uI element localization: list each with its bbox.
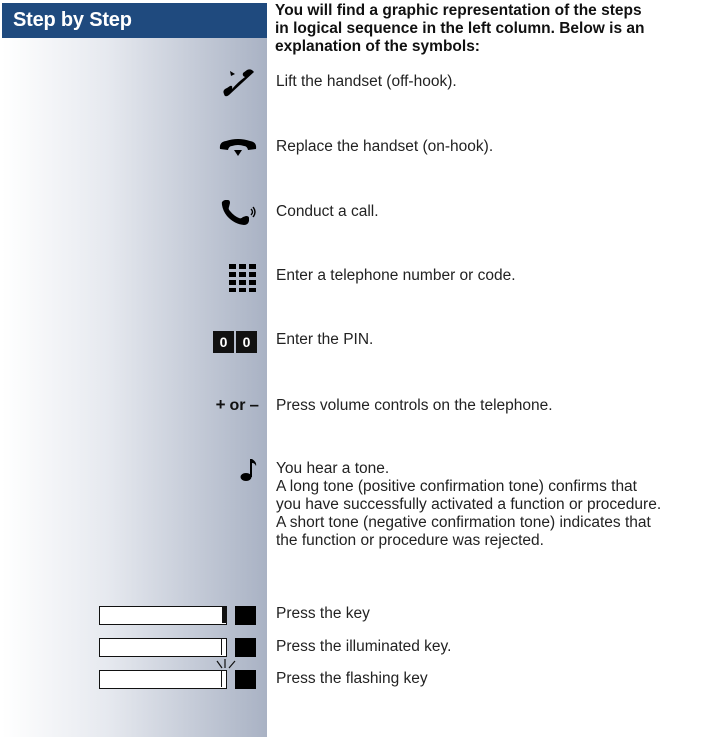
tone-line: A short tone (negative confirmation tone) indicates that bbox=[276, 514, 651, 531]
volume-description: Press volume controls on the telephone. bbox=[276, 397, 553, 414]
key-led-flash bbox=[221, 671, 225, 687]
intro-line: in logical sequence in the left column. Below is an bbox=[275, 20, 645, 37]
tone-line: the function or procedure was rejected. bbox=[276, 532, 544, 549]
key-inner-line bbox=[222, 607, 226, 623]
key-led-square bbox=[235, 638, 256, 657]
key-symbol bbox=[99, 606, 227, 625]
key-led-square bbox=[235, 606, 256, 625]
musical-note-icon bbox=[240, 458, 258, 482]
column-header: Step by Step bbox=[2, 3, 267, 38]
pin-digit: 0 bbox=[213, 331, 234, 353]
handset-lift-icon bbox=[221, 68, 259, 98]
tone-description bbox=[276, 460, 661, 550]
minus-symbol: – bbox=[249, 395, 259, 414]
key-led-square bbox=[235, 670, 256, 689]
volume-symbol bbox=[216, 395, 259, 416]
handset-replace-icon bbox=[218, 136, 258, 160]
pin-description: Enter the PIN. bbox=[276, 331, 374, 348]
keypad-description: Enter a telephone number or code. bbox=[276, 267, 516, 284]
replace-description: Replace the handset (on-hook). bbox=[276, 138, 494, 155]
key-led-lit bbox=[221, 639, 225, 655]
keypad-icon bbox=[229, 264, 257, 292]
key-press-description: Press the key bbox=[276, 605, 370, 622]
pin-digit: 0 bbox=[236, 331, 257, 353]
or-text: or bbox=[229, 397, 246, 414]
key-lit-description: Press the illuminated key. bbox=[276, 638, 452, 655]
plus-symbol: + bbox=[215, 395, 226, 414]
intro-text bbox=[275, 2, 713, 56]
flashing-key-symbol bbox=[99, 670, 227, 689]
intro-line: explanation of the symbols: bbox=[275, 38, 480, 55]
flashing-rays-icon bbox=[214, 659, 238, 669]
intro-line: You will find a graphic representation of the steps bbox=[275, 2, 642, 19]
tone-line: A long tone (positive confirmation tone) confirms that bbox=[276, 478, 637, 495]
key-flash-description: Press the flashing key bbox=[276, 670, 428, 687]
tone-line: you have successfully activated a function or procedure. bbox=[276, 496, 662, 513]
conduct-description: Conduct a call. bbox=[276, 203, 379, 220]
tone-line: You hear a tone. bbox=[276, 460, 390, 477]
step-by-step-column bbox=[2, 3, 267, 737]
handset-call-icon bbox=[220, 199, 258, 227]
lift-description: Lift the handset (off-hook). bbox=[276, 73, 457, 90]
illuminated-key-symbol bbox=[99, 638, 227, 657]
